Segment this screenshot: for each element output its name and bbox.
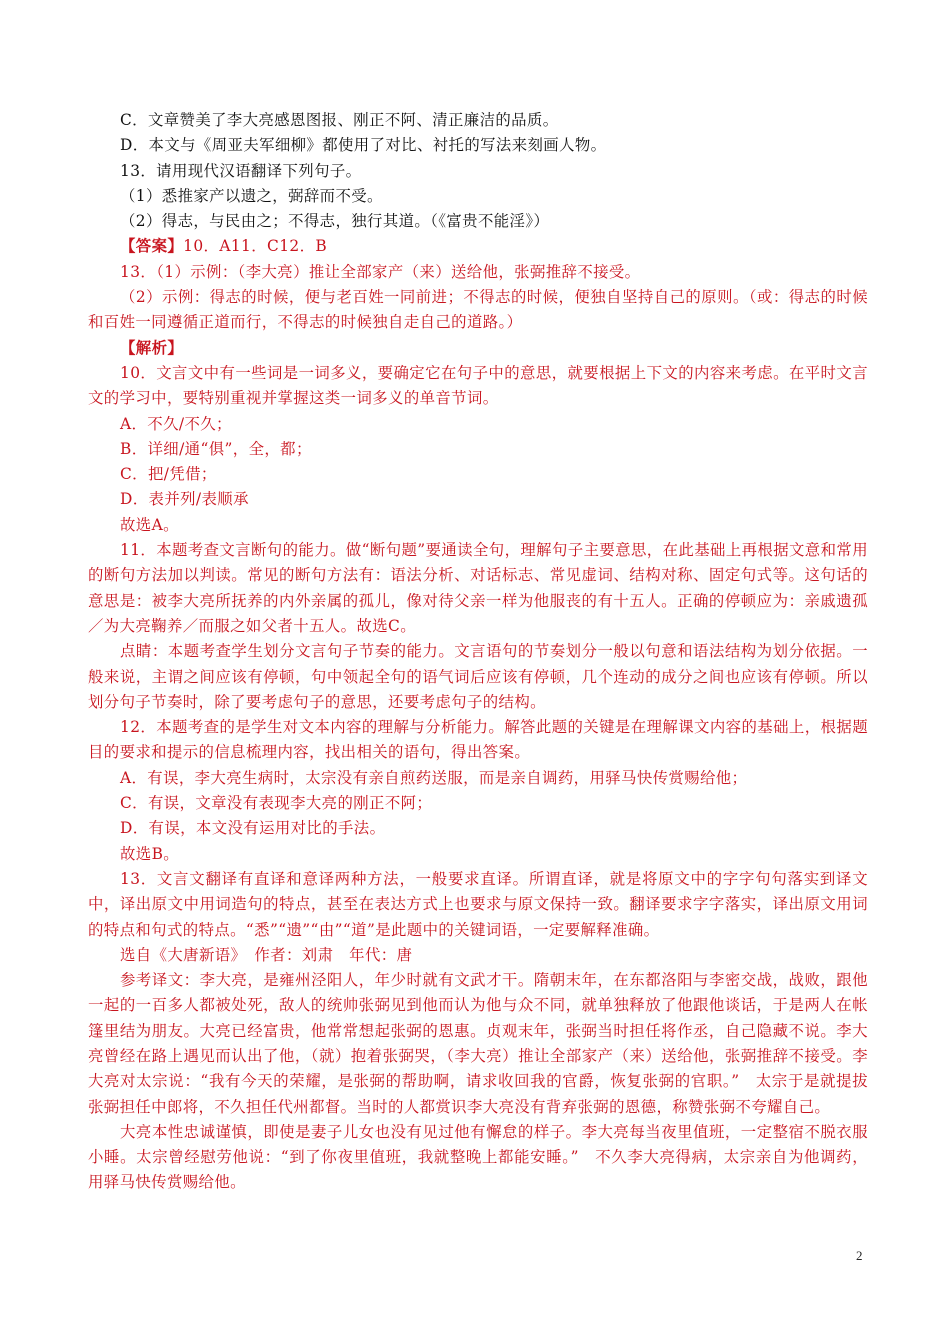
analysis-10-a: A．不久/不久； [120,414,232,433]
question-13-sentence-1: （1）悉推家产以遗之，弼辞而不受。 [120,186,383,205]
page-number: 2 [856,1248,863,1263]
document-body [88,108,868,1196]
analysis-11-note: 点睛：本题考查学生划分文言句子节奏的能力。文言语句的节奏划分一般以句意和语法结构为划分依据。一般来说，主谓之间应该有停顿，句中领起全句的语气词后应该有停顿，几个连动的成分之间也应该有停顿。所以划分句子节奏时，除了要考虑句子的意思，还要考虑句子的结构。 [88,642,868,711]
analysis-tag: 【解析】 [120,338,184,357]
analysis-10-pick: 故选A。 [120,515,179,534]
source-line: 选自《大唐新语》 作者：刘肃 年代：唐 [120,945,413,964]
analysis-10-b: B．详细/通“俱”，全，都； [120,439,312,458]
analysis-10-c: C．把/凭借； [120,465,217,484]
translation-paragraph-1: 参考译文：李大亮，是雍州泾阳人，年少时就有文武才干。隋朝末年，在东都洛阳与李密交战，战败，跟他一起的一百多人都被处死，敌人的统帅张弼见到他而认为他与众不同，就单独释放了他跟他谈话，于是两人在帐篷里结为朋友。大亮已经富贵，他常常想起张弼的恩惠。贞观末年，张弼当时担任将作丞，自己隐藏不说。李大亮曾经在路上遇见而认出了他，（就）抱着张弼哭，（李大亮）推让全部家产（来）送给他，张弼推辞不接受。李大亮对太宗说：“我有今天的荣耀，是张弼的帮助啊，请求收回我的官爵，恢复张弼的官职。” 太宗于是就提拔张弼担任中郎将，不久担任代州都督。当时的人都赏识李大亮没有背弃张弼的恩德，称赞张弼不夸耀自己。 [88,971,868,1116]
answer-choices: 10．A11．C12．B [183,237,328,256]
analysis-12-a: A．有误，李大亮生病时，太宗没有亲自煎药送服，而是亲自调药，用驿马快传赏赐给他； [120,768,748,787]
analysis-12-pick: 故选B。 [120,844,180,863]
question-12-option-d: D．本文与《周亚夫军细柳》都使用了对比、衬托的写法来刻画人物。 [120,136,607,155]
answer-13-2: （2）示例：得志的时候，便与老百姓一同前进；不得志的时候，便独自坚持自己的原则。（或：得志的时候和百姓一同遵循正道而行，不得志的时候独自走自己的道路。） [88,288,868,332]
analysis-10-d: D．表并列/表顺承 [120,490,249,509]
answer-13-1: 13．（1）示例：（李大亮）推让全部家产（来）送给他，张弼推辞不接受。 [120,262,641,281]
answer-tag: 【答案】 [120,237,184,256]
analysis-13: 13．文言文翻译有直译和意译两种方法，一般要求直译。所谓直译，就是将原文中的字字句句落实到译文中，译出原文中用词造句的特点，甚至在表达方式上也要求与原文保持一致。翻译要求字字落实，译出原文用词的特点和句式的特点。“悉”“遗”“由”“道”是此题中的关键词语，一定要解释准确。 [88,869,868,939]
answer-line [88,234,868,259]
question-13-stem: 13．请用现代汉语翻译下列句子。 [120,161,362,180]
analysis-12-d: D．有误，本文没有运用对比的手法。 [120,819,386,838]
analysis-12-c: C．有误，文章没有表现李大亮的刚正不阿； [120,794,433,813]
question-13-sentence-2: （2）得志，与民由之；不得志，独行其道。（《富贵不能淫》） [120,212,550,231]
analysis-11: 11．本题考查文言断句的能力。做“断句题”要通读全句，理解句子主要意思，在此基础上再根据文意和常用的断句方法加以判读。常见的断句方法有：语法分析、对话标志、常见虚词、结构对称、固定句式等。这句话的意思是：被李大亮所抚养的内外亲属的孤儿，像对待父亲一样为他服丧的有十五人。正确的停顿应为：亲戚遗孤／为大亮鞠养／而服之如父者十五人。故选C。 [88,541,868,635]
translation-paragraph-2: 大亮本性忠诚谨慎，即使是妻子儿女也没有见过他有懈怠的样子。李大亮每当夜里值班，一定整宿不脱衣服小睡。太宗曾经慰劳他说：“到了你夜里值班，我就整晚上都能安睡。” 不久李大亮得病，太宗亲自为他调药，用驿马快传赏赐给他。 [88,1122,868,1192]
analysis-10: 10．文言文中有一些词是一词多义，要确定它在句子中的意思，就要根据上下文的内容来考虑。在平时文言文的学习中，要特别重视并掌握这类一词多义的单音节词。 [88,363,868,408]
question-12-option-c: C．文章赞美了李大亮感恩图报、刚正不阿、清正廉洁的品质。 [120,111,559,129]
analysis-12: 12．本题考查的是学生对文本内容的理解与分析能力。解答此题的关键是在理解课文内容的基础上，根据题目的要求和提示的信息梳理内容，找出相关的语句，得出答案。 [88,718,868,762]
